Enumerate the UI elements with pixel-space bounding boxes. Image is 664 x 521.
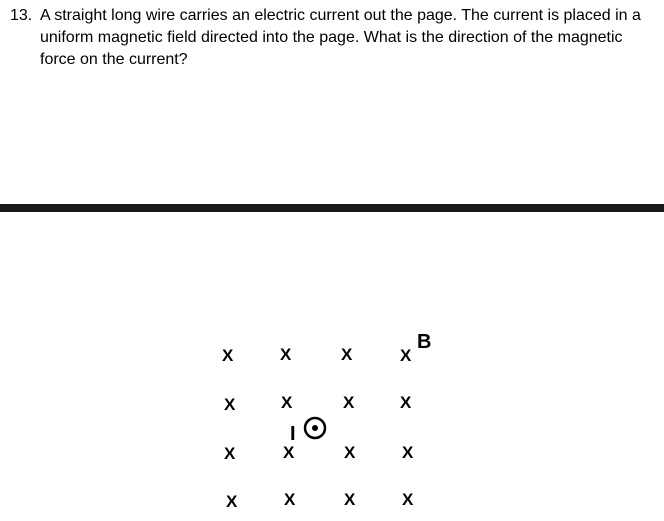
- out-of-page-dot-icon: [305, 418, 325, 438]
- field-into-page-mark: X: [343, 393, 355, 412]
- question-number: 13.: [10, 7, 33, 24]
- field-into-page-mark: X: [344, 490, 356, 509]
- field-into-page-mark: X: [226, 492, 238, 511]
- current-label-i: I: [290, 423, 296, 445]
- field-into-page-mark: X: [280, 345, 292, 364]
- field-into-page-mark: X: [400, 346, 412, 365]
- field-into-page-mark: X: [344, 443, 356, 462]
- field-into-page-mark: X: [402, 490, 414, 509]
- field-into-page-mark: X: [224, 444, 236, 463]
- field-label-b: B: [417, 331, 432, 353]
- field-into-page-mark: X: [281, 393, 293, 412]
- field-into-page-mark: X: [341, 345, 353, 364]
- field-into-page-mark: X: [400, 393, 412, 412]
- question-text: A straight long wire carries an electric current out the page. The current is placed in a uniform magnetic field directed into the page. What is the direction of the magnetic force on the current?: [40, 7, 641, 68]
- field-into-page-mark: X: [284, 490, 296, 509]
- field-into-page-mark: X: [283, 443, 295, 462]
- field-into-page-mark: X: [222, 346, 234, 365]
- field-into-page-mark: X: [402, 443, 414, 462]
- field-into-page-mark: X: [224, 395, 236, 414]
